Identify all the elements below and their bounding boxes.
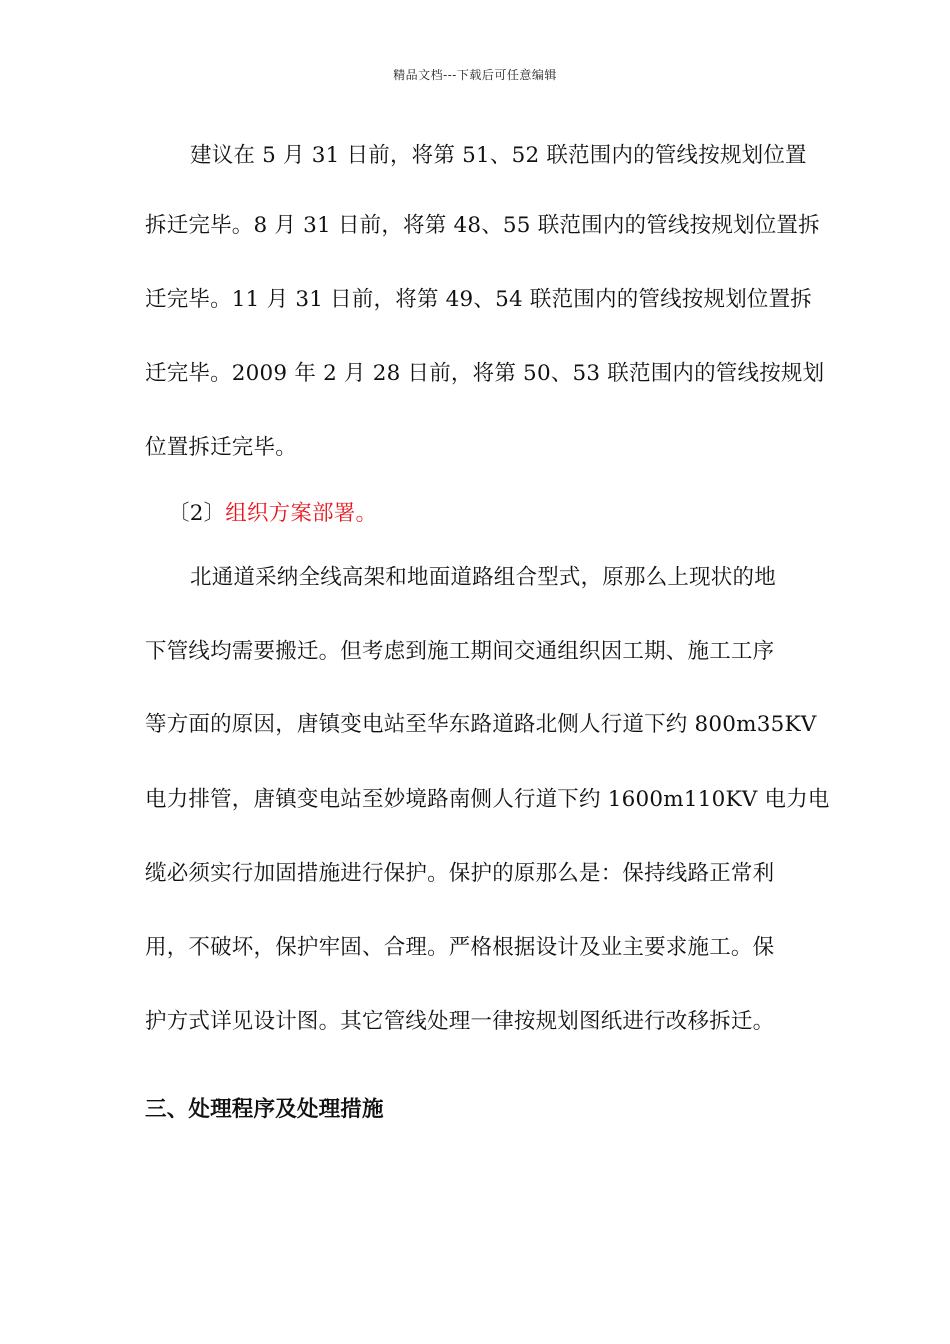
section-number: 〔2〕: [168, 501, 226, 526]
paragraph-line: 位置拆迁完毕。: [145, 435, 297, 460]
paragraph-line: 建议在 5 月 31 日前，将第 51、52 联范围内的管线按规划位置: [190, 143, 807, 168]
page-header: 精品文档---下载后可任意编辑: [393, 68, 557, 82]
paragraph-line: 拆迁完毕。8 月 31 日前，将第 48、55 联范围内的管线按规划位置拆: [145, 213, 820, 238]
section-heading: [168, 498, 808, 530]
paragraph-line: 北通道采纳全线高架和地面道路组合型式，原那么上现状的地: [190, 565, 776, 590]
paragraph-line: 缆必须实行加固措施进行保护。保护的原那么是：保持线路正常利: [145, 861, 775, 886]
paragraph-line: 电力排管，唐镇变电站至妙境路南侧人行道下约 1600m110KV 电力电: [145, 787, 830, 812]
paragraph-line: 用，不破坏，保护牢固、合理。严格根据设计及业主要求施工。保: [145, 935, 775, 960]
paragraph-line: 护方式详见设计图。其它管线处理一律按规划图纸进行改移拆迁。: [145, 1009, 775, 1034]
paragraph-line: 迁完毕。11 月 31 日前，将第 49、54 联范围内的管线按规划位置拆: [145, 287, 813, 312]
chapter-heading: 三、处理程序及处理措施: [145, 1097, 384, 1122]
paragraph-line: 迁完毕。2009 年 2 月 28 日前，将第 50、53 联范围内的管线按规划: [145, 361, 825, 386]
section-title: 组织方案部署。: [225, 501, 378, 526]
paragraph-line: 等方面的原因，唐镇变电站至华东路道路北侧人行道下约 800m35KV: [145, 712, 817, 737]
paragraph-line: 下管线均需要搬迁。但考虑到施工期间交通组织因工期、施工工序: [145, 639, 775, 664]
